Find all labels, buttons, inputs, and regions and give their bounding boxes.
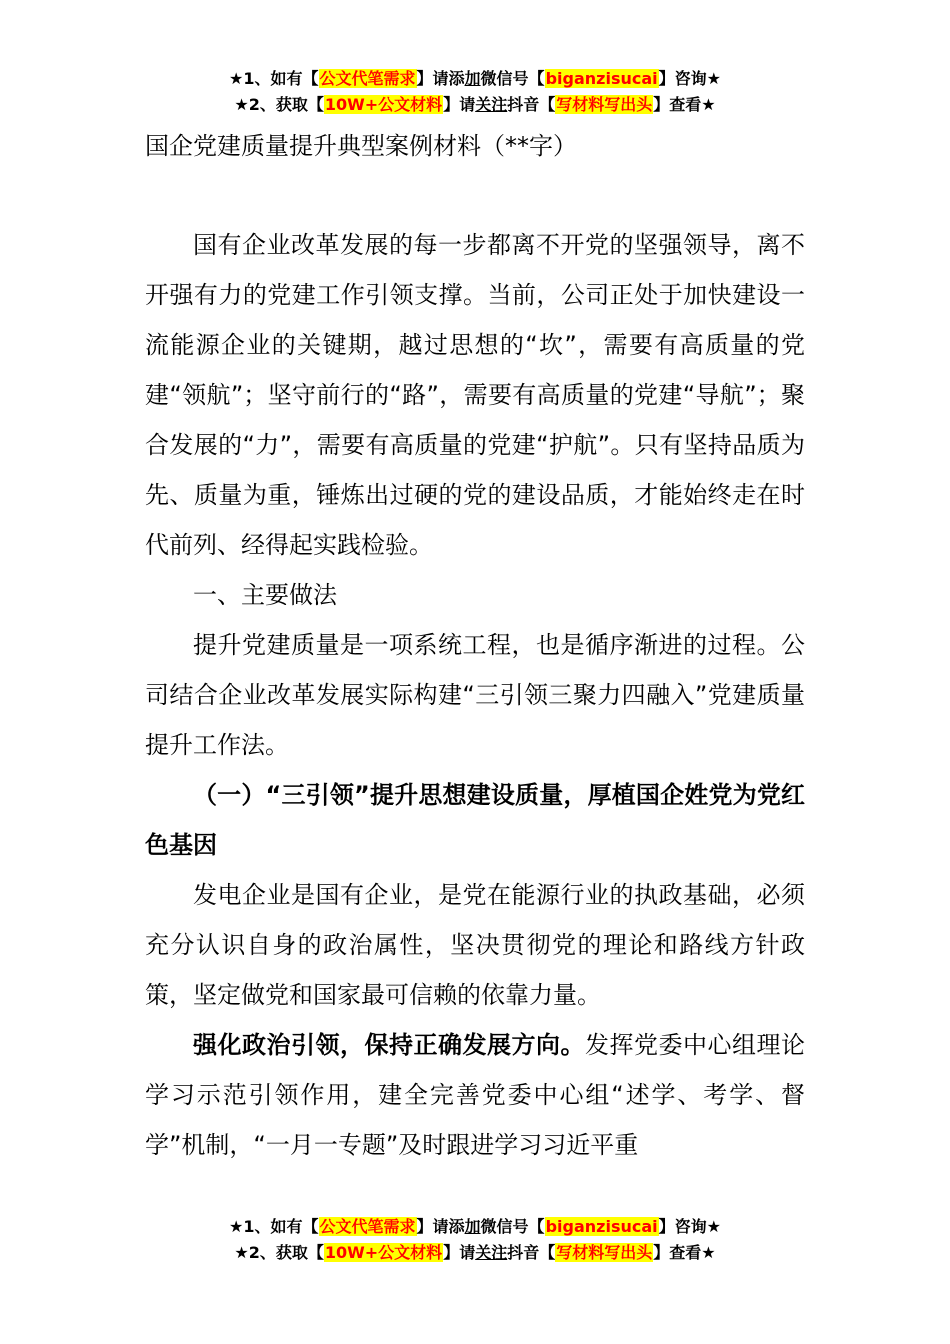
banner-highlight: 10W+公文材料	[324, 1243, 443, 1262]
banner-highlight: biganzisucai	[545, 1217, 658, 1236]
banner-text: 】查看★	[653, 95, 716, 114]
banner-text: 】请	[443, 1243, 476, 1262]
banner-text: 微信号【	[480, 1217, 545, 1236]
banner-line-2	[0, 1240, 950, 1266]
document-body	[145, 220, 805, 1170]
banner-underlined: 关注	[475, 1243, 508, 1262]
banner-text: 】请	[443, 95, 476, 114]
subsection-paragraph: 发电企业是国有企业，是党在能源行业的执政基础，必须充分认识自身的政治属性，坚决贯彻党的理论和路线方针政策，坚定做党和国家最可信赖的依靠力量。	[145, 881, 805, 1009]
banner-text: 】请添	[416, 69, 465, 88]
banner-text: ★2、获取【	[234, 95, 324, 114]
banner-underlined: 加	[464, 69, 481, 88]
banner-underlined: 加	[464, 1217, 481, 1236]
banner-highlight: 公文代笔需求	[319, 1217, 416, 1236]
section-heading: 一、主要做法	[193, 581, 337, 609]
point-lead: 强化政治引领，保持正确发展方向。	[193, 1031, 585, 1059]
banner-text: 微信号【	[480, 69, 545, 88]
header-banner	[0, 66, 950, 118]
point-paragraph	[145, 1020, 805, 1170]
banner-text: ★1、如有【	[229, 69, 319, 88]
banner-line-1	[0, 1214, 950, 1240]
banner-underlined: 关注	[475, 95, 508, 114]
banner-highlight: 写材料写出头	[556, 1243, 653, 1262]
banner-line-2	[0, 92, 950, 118]
banner-highlight: 10W+公文材料	[324, 95, 443, 114]
banner-text: 抖音【	[507, 95, 556, 114]
banner-text: 抖音【	[507, 1243, 556, 1262]
subsection-heading: （一）“三引领”提升思想建设质量，厚植国企姓党为党红色基因	[145, 781, 805, 859]
banner-line-1	[0, 66, 950, 92]
banner-text: ★1、如有【	[229, 1217, 319, 1236]
banner-text: ★2、获取【	[234, 1243, 324, 1262]
banner-text: 】请添	[416, 1217, 465, 1236]
banner-text: 】咨询★	[658, 1217, 721, 1236]
banner-highlight: biganzisucai	[545, 69, 658, 88]
banner-highlight: 写材料写出头	[556, 95, 653, 114]
banner-highlight: 公文代笔需求	[319, 69, 416, 88]
banner-text: 】查看★	[653, 1243, 716, 1262]
footer-banner	[0, 1214, 950, 1266]
section-paragraph: 提升党建质量是一项系统工程，也是循序渐进的过程。公司结合企业改革发展实际构建“三引领三聚力四融入”党建质量提升工作法。	[145, 631, 805, 759]
document-title: 国企党建质量提升典型案例材料（**字）	[145, 132, 577, 160]
point-body: 发挥党委中心组理论学习示范引领作用，建全完善党委中心组“述学、考学、督学”机制，“一月一专题”及时跟进学习习近平重	[145, 1031, 805, 1159]
banner-text: 】咨询★	[658, 69, 721, 88]
intro-paragraph: 国有企业改革发展的每一步都离不开党的坚强领导，离不开强有力的党建工作引领支撑。当前，公司正处于加快建设一流能源企业的关键期，越过思想的“坎”，需要有高质量的党建“领航”；坚守前行的“路”，需要有高质量的党建“导航”；聚合发展的“力”，需要有高质量的党建“护航”。只有坚持品质为先、质量为重，锤炼出过硬的党的建设品质，才能始终走在时代前列、经得起实践检验。	[145, 231, 805, 559]
